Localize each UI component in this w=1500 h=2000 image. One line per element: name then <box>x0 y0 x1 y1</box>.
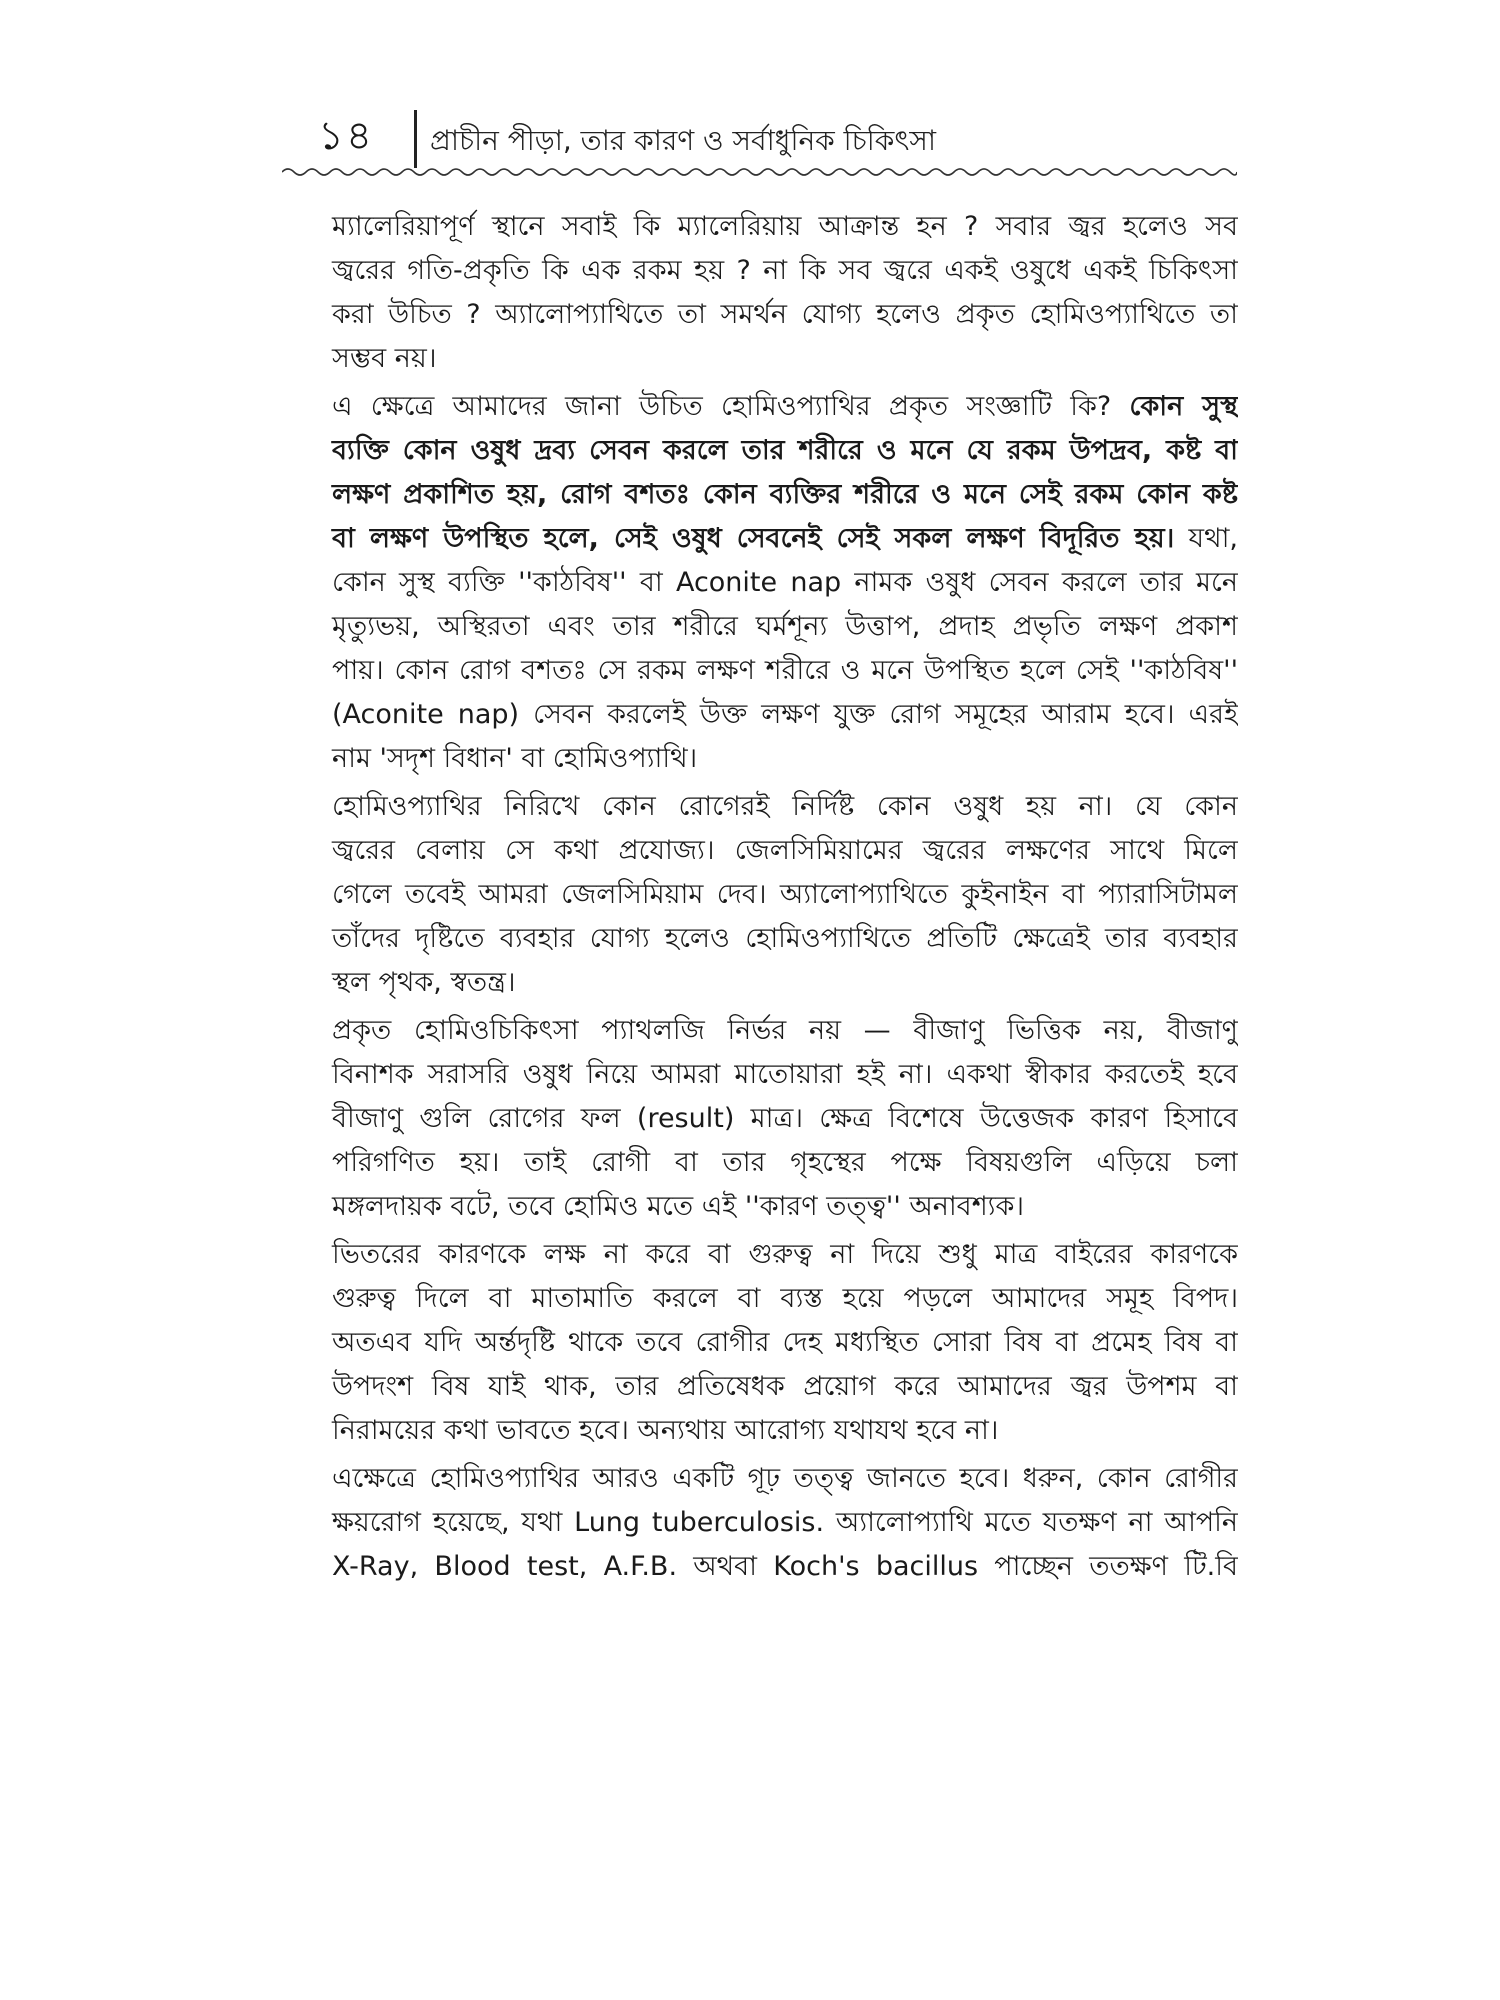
text-line: উপদংশ বিষ যাই থাক, তার প্রতিষেধক প্রয়োগ করে আমাদের জ্বর উপশম বা <box>332 1371 1238 1402</box>
text-line: ভিতরের কারণকে লক্ষ না করে বা গুরুত্ব না দিয়ে শুধু মাত্র বাইরের কারণকে <box>332 1239 1238 1270</box>
text-line: অতএব যদি অর্ন্তদৃষ্টি থাকে তবে রোগীর দেহ মধ্যস্থিত সোরা বিষ বা প্রমেহ বিষ বা <box>332 1327 1238 1358</box>
text-line: মঙ্গলদায়ক বটে, তবে হোমিও মতে এই ''কারণ তত্ত্ব'' অনাবশ্যক। <box>332 1191 1025 1222</box>
text-line: স্থল পৃথক, স্বতন্ত্র। <box>332 967 516 998</box>
text-line: কোন সুস্থ ব্যক্তি ''কাঠবিষ'' বা Aconite nap নামক ওষুধ সেবন করলে তার মনে <box>332 567 1238 598</box>
paragraph-3 <box>290 785 1238 1005</box>
paragraph-4 <box>290 1009 1238 1229</box>
text-span: যথা, <box>1188 523 1238 554</box>
bold-text: বা লক্ষণ উপস্থিত হলে, সেই ওষুধ সেবনেই সেই সকল লক্ষণ বিদূরিত হয়। <box>332 523 1175 554</box>
text-span: এ ক্ষেত্রে আমাদের জানা উচিত হোমিওপ্যাথির প্রকৃত সংজ্ঞাটি কি? <box>332 391 1112 422</box>
paragraph-6 <box>290 1457 1238 1589</box>
text-line: হোমিওপ্যাথির নিরিখে কোন রোগেরই নির্দিষ্ট কোন ওষুধ হয় না। যে কোন <box>332 791 1238 822</box>
bold-line: লক্ষণ প্রকাশিত হয়, রোগ বশতঃ কোন ব্যক্তির শরীরে ও মনে সেই রকম কোন কষ্ট <box>332 479 1238 510</box>
text-line <box>290 385 1238 429</box>
text-line: গুরুত্ব দিলে বা মাতামাতি করলে বা ব্যস্ত হয়ে পড়লে আমাদের সমূহ বিপদ। <box>332 1283 1238 1314</box>
bold-text: কোন সুস্থ <box>1129 391 1238 422</box>
text-line: করা উচিত ? অ্যালোপ্যাথিতে তা সমর্থন যোগ্য হলেও প্রকৃত হোমিওপ্যাথিতে তা <box>332 299 1238 330</box>
body-text <box>290 205 1238 1593</box>
running-title: প্রাচীন পীড়া, তার কারণ ও সর্বাধুনিক চিকিৎসা <box>430 124 936 157</box>
text-line: বীজাণু গুলি রোগের ফল (result) মাত্র। ক্ষেত্র বিশেষে উত্তেজক কারণ হিসাবে <box>332 1103 1238 1134</box>
text-line: তাঁদের দৃষ্টিতে ব্যবহার যোগ্য হলেও হোমিওপ্যাথিতে প্রতিটি ক্ষেত্রেই তার ব্যবহার <box>332 923 1238 954</box>
text-line: বিনাশক সরাসরি ওষুধ নিয়ে আমরা মাতোয়ারা হই না। একথা স্বীকার করতেই হবে <box>332 1059 1238 1090</box>
text-line: প্রকৃত হোমিওচিকিৎসা প্যাথলজি নির্ভর নয় — বীজাণু ভিত্তিক নয়, বীজাণু <box>332 1015 1238 1046</box>
bold-line: ব্যক্তি কোন ওষুধ দ্রব্য সেবন করলে তার শরীরে ও মনে যে রকম উপদ্রব, কষ্ট বা <box>332 435 1238 466</box>
text-line: ক্ষয়রোগ হয়েছে, যথা Lung tuberculosis. অ্যালোপ্যাথি মতে যতক্ষণ না আপনি <box>332 1507 1238 1538</box>
paragraph-1 <box>290 205 1238 381</box>
page-header <box>318 110 1248 170</box>
text-line: নিরাময়ের কথা ভাবতে হবে। অন্যথায় আরোগ্য যথাযথ হবে না। <box>332 1415 999 1446</box>
page-number: ১৪ <box>318 113 374 159</box>
text-line: নাম 'সদৃশ বিধান' বা হোমিওপ্যাথি। <box>332 743 698 774</box>
text-line: X-Ray, Blood test, A.F.B. অথবা Koch's bacillus পাচ্ছেন ততক্ষণ টি.বি <box>332 1551 1238 1582</box>
text-line: এক্ষেত্রে হোমিওপ্যাথির আরও একটি গূঢ় তত্ত্ব জানতে হবে। ধরুন, কোন রোগীর <box>332 1463 1238 1494</box>
text-line: পরিগণিত হয়। তাই রোগী বা তার গৃহস্থের পক্ষে বিষয়গুলি এড়িয়ে চলা <box>332 1147 1238 1178</box>
text-line: পায়। কোন রোগ বশতঃ সে রকম লক্ষণ শরীরে ও মনে উপস্থিত হলে সেই ''কাঠবিষ'' <box>332 655 1238 686</box>
text-line: গেলে তবেই আমরা জেলসিমিয়াম দেব। অ্যালোপ্যাথিতে কুইনাইন বা প্যারাসিটামল <box>332 879 1238 910</box>
wavy-rule <box>282 165 1237 179</box>
text-line: (Aconite nap) সেবন করলেই উক্ত লক্ষণ যুক্ত রোগ সমূহের আরাম হবে। এরই <box>332 699 1238 730</box>
paragraph-2 <box>290 385 1238 781</box>
text-line: সম্ভব নয়। <box>332 343 437 374</box>
text-line: মৃত্যুভয়, অস্থিরতা এবং তার শরীরে ঘর্মশূন্য উত্তাপ, প্রদাহ প্রভৃতি লক্ষণ প্রকাশ <box>332 611 1238 642</box>
text-line: জ্বরের বেলায় সে কথা প্রযোজ্য। জেলসিমিয়ামের জ্বরের লক্ষণের সাথে মিলে <box>332 835 1238 866</box>
text-line: ম্যালেরিয়াপূর্ণ স্থানে সবাই কি ম্যালেরিয়ায় আক্রান্ত হন ? সবার জ্বর হলেও সব <box>332 211 1238 242</box>
text-line <box>290 517 1238 561</box>
header-divider <box>414 110 417 168</box>
paragraph-5 <box>290 1233 1238 1453</box>
text-line: জ্বরের গতি-প্রকৃতি কি এক রকম হয় ? না কি সব জ্বরে একই ওষুধে একই চিকিৎসা <box>332 255 1238 286</box>
